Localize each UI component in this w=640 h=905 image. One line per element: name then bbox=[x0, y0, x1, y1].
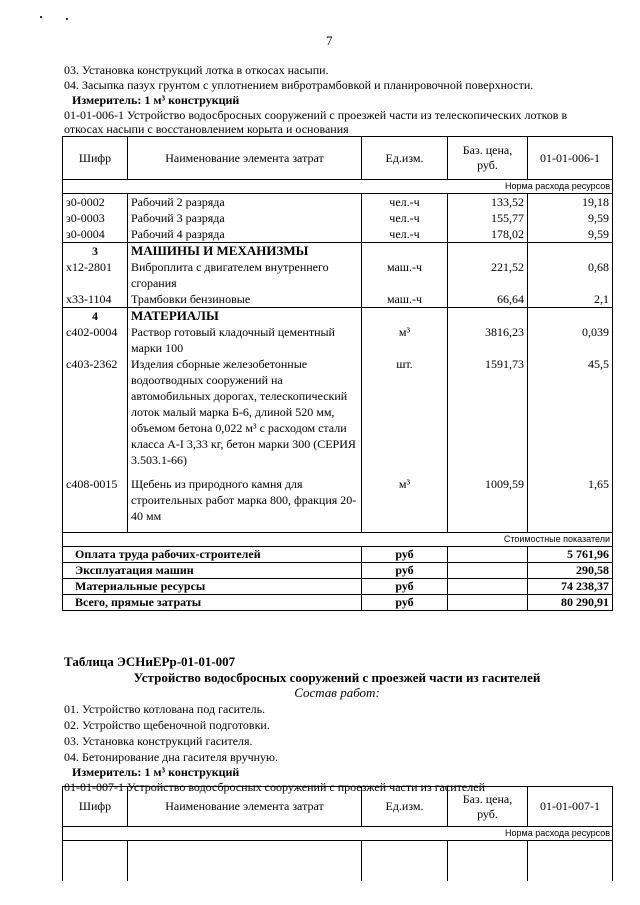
row-code: з0-0003 bbox=[63, 210, 128, 226]
work-item: 03. Установка конструкций гасителя. bbox=[64, 734, 253, 748]
total-unit: руб bbox=[362, 562, 448, 578]
work-item: 04. Бетонирование дна гасителя вручную. bbox=[64, 750, 279, 764]
total-row bbox=[63, 546, 613, 562]
row-value: 9,59 bbox=[528, 210, 613, 226]
row-unit: чел.-ч bbox=[362, 194, 448, 211]
total-label: Материальные ресурсы bbox=[63, 578, 362, 594]
row-price: 221,52 bbox=[448, 259, 528, 291]
measure-unit: Измеритель: 1 м³ конструкций bbox=[72, 93, 240, 107]
cost-label: Стоимостные показатели bbox=[63, 532, 613, 546]
section-row bbox=[63, 308, 613, 325]
row-value: 45,5 bbox=[528, 356, 613, 468]
total-value: 290,58 bbox=[528, 562, 613, 578]
section-title: МАШИНЫ И МЕХАНИЗМЫ bbox=[128, 243, 362, 260]
header-price: Баз. цена, руб. bbox=[448, 787, 528, 827]
row-value: 9,59 bbox=[528, 226, 613, 243]
row-price: 178,02 bbox=[448, 226, 528, 243]
scan-mark bbox=[40, 16, 42, 18]
table-row bbox=[63, 226, 613, 243]
row-name: Трамбовки бензиновые bbox=[128, 291, 362, 308]
row-price: 1009,59 bbox=[448, 468, 528, 524]
header-code: Шифр bbox=[63, 787, 128, 827]
section-number: 3 bbox=[63, 243, 128, 260]
scan-mark bbox=[66, 18, 68, 20]
row-price: 1591,73 bbox=[448, 356, 528, 468]
page-number: 7 bbox=[326, 33, 333, 48]
row-name: Изделия сборные железобетонные водоотводных сооружений на автомобильных дорогах, телескопический лоток малый марка Б-6, длиной 520 мм, объемом бетона 0,022 м³ с расходом стали класса А-I 3,33 кг, бетон марки 300 (СЕРИЯ 3.503.1-66) bbox=[128, 356, 362, 468]
table-title: Таблица ЭСНиЕРр-01-01-007 bbox=[64, 654, 236, 669]
table-row bbox=[63, 259, 613, 291]
table-row bbox=[63, 356, 613, 468]
row-price: 155,77 bbox=[448, 210, 528, 226]
row-code: х12-2801 bbox=[63, 259, 128, 291]
total-row bbox=[63, 578, 613, 594]
norm-label: Норма расхода ресурсов bbox=[63, 180, 613, 194]
row-name: Рабочий 3 разряда bbox=[128, 210, 362, 226]
row-unit: м³ bbox=[362, 324, 448, 356]
resource-table-2 bbox=[62, 786, 613, 881]
code-line: 01-01-007-1 Устройство водосбросных сооружений с проезжей части из гасителей bbox=[64, 780, 485, 794]
table-row bbox=[63, 194, 613, 211]
section-title: МАТЕРИАЛЫ bbox=[128, 308, 362, 325]
header-name: Наименование элемента затрат bbox=[128, 787, 362, 827]
norm-label: Норма расхода ресурсов bbox=[63, 827, 613, 841]
table-row bbox=[63, 210, 613, 226]
row-price: 3816,23 bbox=[448, 324, 528, 356]
total-label: Всего, прямые затраты bbox=[63, 594, 362, 610]
total-unit: руб bbox=[362, 546, 448, 562]
work-item: 02. Устройство щебеночной подготовки. bbox=[64, 718, 270, 732]
row-value: 19,18 bbox=[528, 194, 613, 211]
row-name: Раствор готовый кладочный цементный марки 100 bbox=[128, 324, 362, 356]
table-row bbox=[63, 468, 613, 524]
row-unit: м³ bbox=[362, 468, 448, 524]
total-unit: руб bbox=[362, 578, 448, 594]
row-name: Рабочий 2 разряда bbox=[128, 194, 362, 211]
row-code: з0-0004 bbox=[63, 226, 128, 243]
row-code: с408-0015 bbox=[63, 468, 128, 524]
work-title: Состав работ: bbox=[294, 685, 380, 700]
header-unit: Ед.изм. bbox=[362, 787, 448, 827]
row-code: с403-2362 bbox=[63, 356, 128, 468]
row-code: х33-1104 bbox=[63, 291, 128, 308]
row-name: Рабочий 4 разряда bbox=[128, 226, 362, 243]
code-line: откосах насыпи с восстановлением корыта и основания bbox=[64, 122, 349, 136]
header-price: Баз. цена, руб. bbox=[448, 137, 528, 180]
section-row bbox=[63, 243, 613, 260]
intro-line: 03. Установка конструкций лотка в откосах насыпи. bbox=[64, 63, 329, 77]
row-name: Виброплита с двигателем внутреннего сгорания bbox=[128, 259, 362, 291]
total-unit: руб bbox=[362, 594, 448, 610]
header-unit: Ед.изм. bbox=[362, 137, 448, 180]
row-code: с402-0004 bbox=[63, 324, 128, 356]
intro-line: 04. Засыпка пазух грунтом с уплотнением вибротрамбовкой и планировочной поверхности. bbox=[64, 78, 534, 92]
row-unit: маш.-ч bbox=[362, 291, 448, 308]
table-row bbox=[63, 291, 613, 308]
total-value: 5 761,96 bbox=[528, 546, 613, 562]
row-value: 0,039 bbox=[528, 324, 613, 356]
code-line: 01-01-006-1 Устройство водосбросных сооружений с проезжей части из телескопических лотков в bbox=[64, 108, 568, 122]
row-value: 1,65 bbox=[528, 468, 613, 524]
row-unit: чел.-ч bbox=[362, 210, 448, 226]
row-price: 133,52 bbox=[448, 194, 528, 211]
table-heading: Устройство водосбросных сооружений с проезжей части из гасителей bbox=[133, 670, 541, 685]
row-value: 0,68 bbox=[528, 259, 613, 291]
work-item: 01. Устройство котлована под гаситель. bbox=[64, 702, 266, 716]
total-value: 74 238,37 bbox=[528, 578, 613, 594]
header-norm: 01-01-007-1 bbox=[528, 787, 613, 827]
total-value: 80 290,91 bbox=[528, 594, 613, 610]
row-name: Щебень из природного камня для строительных работ марка 800, фракция 20-40 мм bbox=[128, 468, 362, 524]
row-unit: чел.-ч bbox=[362, 226, 448, 243]
header-name: Наименование элемента затрат bbox=[128, 137, 362, 180]
row-price: 66,64 bbox=[448, 291, 528, 308]
section-number: 4 bbox=[63, 308, 128, 325]
total-label: Оплата труда рабочих-строителей bbox=[63, 546, 362, 562]
row-unit: маш.-ч bbox=[362, 259, 448, 291]
total-row bbox=[63, 562, 613, 578]
measure-unit: Измеритель: 1 м³ конструкций bbox=[72, 765, 240, 779]
total-label: Эксплуатация машин bbox=[63, 562, 362, 578]
row-code: з0-0002 bbox=[63, 194, 128, 211]
row-value: 2,1 bbox=[528, 291, 613, 308]
table-row bbox=[63, 324, 613, 356]
row-unit: шт. bbox=[362, 356, 448, 468]
header-code: Шифр bbox=[63, 137, 128, 180]
resource-table bbox=[62, 136, 613, 611]
total-row bbox=[63, 594, 613, 610]
header-norm: 01-01-006-1 bbox=[528, 137, 613, 180]
